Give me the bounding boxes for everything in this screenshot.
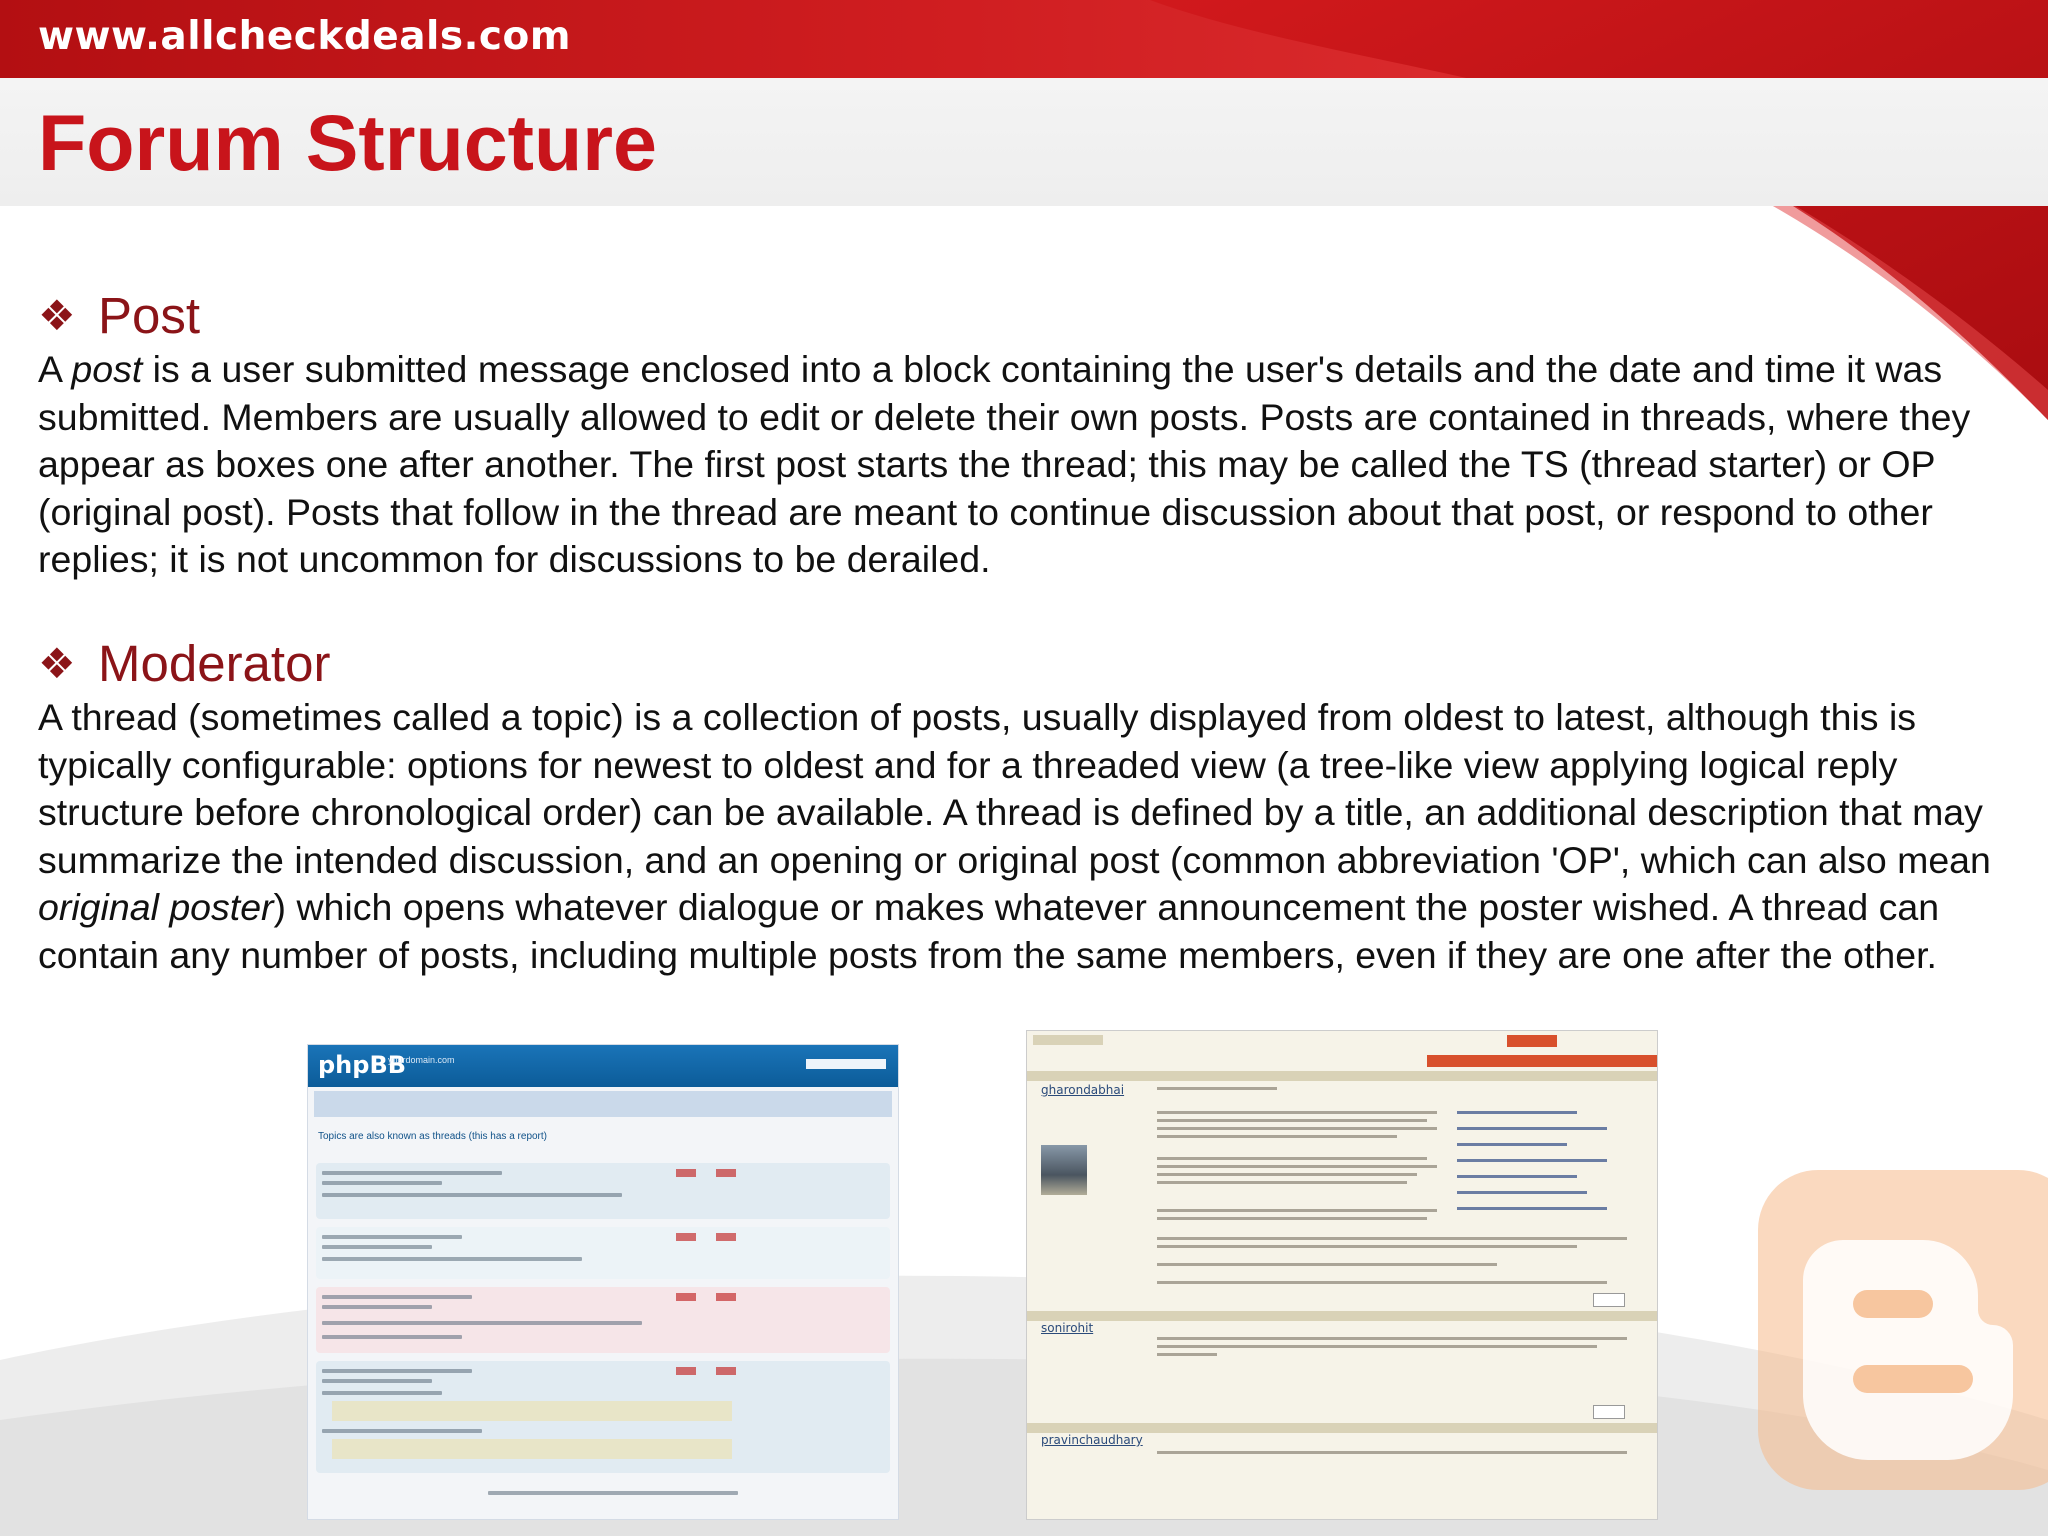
section-body: A thread (sometimes called a topic) is a collection of posts, usually displayed from oldest to latest, although this is typically configurable: options for newest to oldest and for a threaded view (a tree-like view applying logical reply structure before chronological order) can be available. A thread is defined by a title, an additional description that may summarize the intended discussion, and an opening or original post (common abbreviation 'OP', which can also mean original poster) which opens whatever dialogue or makes whatever announcement the poster wished. A thread can contain any number of posts, including multiple posts from the same members, even if they are one after the other. bbox=[38, 696, 1991, 976]
phpbb-forum-screenshot bbox=[307, 1044, 899, 1520]
phpbb-logo: phpBB bbox=[318, 1051, 407, 1079]
phpbb-nav-bar bbox=[314, 1091, 892, 1117]
forum-username: sonirohit bbox=[1041, 1321, 1094, 1335]
bullet-icon: ❖ bbox=[38, 638, 76, 688]
section-title: Post bbox=[98, 286, 201, 344]
blogger-logo-icon bbox=[1748, 1160, 2048, 1490]
section-title: Moderator bbox=[98, 634, 331, 692]
phpbb-header bbox=[308, 1045, 898, 1087]
phpbb-post bbox=[316, 1361, 890, 1473]
quote-button bbox=[1593, 1405, 1625, 1419]
phpbb-search-box bbox=[806, 1059, 886, 1069]
phpbb-post bbox=[316, 1163, 890, 1219]
section-body: A post is a user submitted message enclosed into a block containing the user's details and the date and time it was submitted. Members are usually allowed to edit or delete their own posts. Posts are contained in threads, where they appear as boxes one after another. The first post starts the thread; this may be called the TS (thread starter) or OP (original post). Posts that follow in the thread are meant to continue discussion about that post, or respond to other replies; it is not uncommon for discussions to be derailed. bbox=[38, 348, 1971, 580]
forum-thread-screenshot bbox=[1026, 1030, 1658, 1520]
phpbb-post bbox=[316, 1227, 890, 1279]
section-header bbox=[38, 284, 1998, 346]
phpbb-domain: yourdomain.com bbox=[388, 1055, 455, 1065]
section-header bbox=[38, 632, 1998, 694]
forum-avatar bbox=[1041, 1145, 1087, 1195]
forum-username: pravinchaudhary bbox=[1041, 1433, 1143, 1447]
bullet-icon: ❖ bbox=[38, 290, 76, 340]
phpbb-post bbox=[316, 1287, 890, 1353]
site-url: www.allcheckdeals.com bbox=[38, 14, 571, 59]
quote-button bbox=[1593, 1293, 1625, 1307]
section-moderator bbox=[38, 632, 1998, 979]
page-title: Forum Structure bbox=[38, 98, 657, 187]
section-post bbox=[38, 284, 1998, 584]
phpbb-topic-title: Topics are also known as threads (this has a report) bbox=[318, 1131, 547, 1142]
forum-username: gharondabhai bbox=[1041, 1083, 1125, 1097]
